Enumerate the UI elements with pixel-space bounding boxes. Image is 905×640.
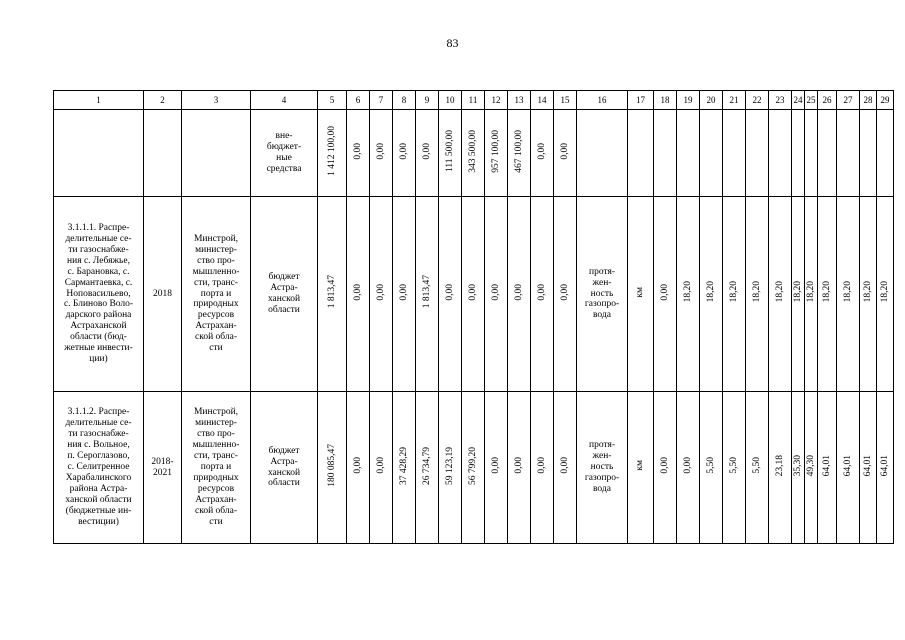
funding-amount-cell-value: 0,00	[375, 283, 386, 301]
column-number-header: 1	[54, 91, 144, 110]
funding-amount-cell	[531, 197, 554, 392]
funding-amount-cell	[416, 197, 439, 392]
column-number-header: 26	[818, 91, 837, 110]
column-number-header: 10	[439, 91, 462, 110]
indicator-value-cell	[837, 110, 860, 197]
data-table	[53, 90, 894, 544]
indicator-value-cell-value: 18,20	[842, 281, 853, 303]
period-cell: 2018	[144, 197, 182, 392]
indicator-value-cell-value: 23,18	[774, 454, 785, 477]
column-number-header: 2	[144, 91, 182, 110]
funding-amount-cell	[318, 110, 347, 197]
indicator-value-cell-value: 18,20	[751, 281, 762, 303]
indicator-value-cell-value: 18,20	[862, 281, 873, 303]
funding-amount-cell-value: 0,00	[559, 142, 570, 160]
indicator-value-cell	[805, 392, 818, 544]
funding-amount-cell-value: 56 799,20	[467, 446, 478, 485]
funding-amount-cell-value: 0,00	[536, 142, 547, 160]
unit-cell	[628, 392, 654, 544]
indicator-value-cell-value: 0,00	[659, 283, 670, 301]
indicator-value-cell	[723, 110, 746, 197]
indicator-value-cell-value: 18,20	[774, 281, 785, 303]
funding-amount-cell	[439, 392, 462, 544]
indicator-value-cell-value: 18,20	[705, 281, 716, 303]
unit-cell	[628, 110, 654, 197]
indicator-value-cell	[700, 110, 723, 197]
indicator-value-cell-value: 64,01	[842, 454, 853, 477]
indicator-value-cell	[769, 197, 792, 392]
funding-amount-cell	[508, 392, 531, 544]
column-number-header: 25	[805, 91, 818, 110]
funding-amount-cell	[318, 197, 347, 392]
indicator-value-cell-value: 64,01	[862, 454, 873, 477]
funding-source-cell: вне- бюджет- ные средства	[251, 110, 318, 197]
funding-amount-cell-value: 1 813,47	[421, 275, 432, 309]
funding-amount-cell-value: 1 813,47	[326, 275, 337, 309]
indicator-value-cell-value: 35,30	[792, 454, 803, 477]
funding-amount-cell	[531, 110, 554, 197]
funding-amount-cell-value: 467 100,00	[513, 129, 524, 173]
column-number-header: 11	[462, 91, 485, 110]
indicator-value-cell	[860, 392, 877, 544]
funding-amount-cell	[347, 110, 370, 197]
indicator-value-cell-value: 49,30	[805, 454, 816, 477]
column-number-header: 5	[318, 91, 347, 110]
indicator-value-cell	[818, 110, 837, 197]
executor-cell	[182, 110, 251, 197]
indicator-value-cell	[677, 110, 700, 197]
indicator-value-cell	[805, 110, 818, 197]
event-name-cell	[54, 110, 144, 197]
column-number-header: 3	[182, 91, 251, 110]
funding-amount-cell-value: 0,00	[536, 457, 547, 474]
indicator-value-cell	[723, 197, 746, 392]
column-number-header: 29	[877, 91, 894, 110]
unit-cell-value: км	[635, 460, 646, 471]
funding-amount-cell	[347, 392, 370, 544]
indicator-value-cell	[769, 110, 792, 197]
executor-cell: Минстрой, министер- ство про- мышленно- сти, транс- порта и природных ресурсов Астрахан- ской обла- сти	[182, 392, 251, 544]
funding-amount-cell	[462, 110, 485, 197]
table-row	[54, 197, 894, 392]
indicator-value-cell	[860, 110, 877, 197]
funding-amount-cell-value: 0,00	[490, 457, 501, 474]
funding-amount-cell	[485, 197, 508, 392]
indicator-value-cell	[746, 392, 769, 544]
funding-amount-cell-value: 0,00	[375, 142, 386, 160]
page-number: 83	[446, 36, 459, 50]
funding-amount-cell	[439, 110, 462, 197]
indicator-value-cell	[700, 197, 723, 392]
column-number-header: 12	[485, 91, 508, 110]
funding-amount-cell	[370, 110, 393, 197]
column-number-header: 14	[531, 91, 554, 110]
funding-amount-cell	[508, 110, 531, 197]
funding-amount-cell-value: 0,00	[398, 283, 409, 301]
funding-amount-cell-value: 26 734,79	[421, 446, 432, 485]
indicator-value-cell-value: 64,01	[821, 454, 832, 477]
column-number-header: 7	[370, 91, 393, 110]
funding-amount-cell	[531, 392, 554, 544]
indicator-value-cell	[677, 197, 700, 392]
funding-amount-cell-value: 0,00	[559, 283, 570, 301]
funding-source-cell: бюджет Астра- ханской области	[251, 392, 318, 544]
indicator-value-cell-value: 18,20	[792, 281, 803, 303]
indicator-value-cell	[700, 392, 723, 544]
funding-amount-cell	[347, 197, 370, 392]
indicator-value-cell-value: 18,20	[728, 281, 739, 303]
column-number-header: 8	[393, 91, 416, 110]
table-row	[54, 392, 894, 544]
funding-amount-cell	[554, 392, 577, 544]
indicator-value-cell	[805, 197, 818, 392]
indicator-value-cell	[746, 110, 769, 197]
funding-amount-cell	[439, 197, 462, 392]
funding-amount-cell	[318, 392, 347, 544]
funding-amount-cell	[393, 197, 416, 392]
funding-amount-cell-value: 59 123,19	[444, 446, 455, 485]
funding-amount-cell-value: 0,00	[352, 457, 363, 474]
funding-amount-cell-value: 0,00	[398, 142, 409, 160]
column-number-header: 24	[792, 91, 805, 110]
indicator-value-cell	[792, 110, 805, 197]
event-name-cell: 3.1.1.2. Распре- делительные се- ти газоснабже- ния с. Вольное, п. Сероглазово, с. Селитренное Харабалинского района Астра- ханской области (бюджетные ин- вестиции)	[54, 392, 144, 544]
indicator-value-cell	[654, 110, 677, 197]
indicator-value-cell-value: 18,20	[805, 281, 816, 303]
funding-amount-cell-value: 180 085,47	[326, 444, 337, 487]
funding-source-cell: бюджет Астра- ханской области	[251, 197, 318, 392]
funding-amount-cell	[370, 197, 393, 392]
indicator-name-cell: протя- жен- ность газопро- вода	[577, 197, 628, 392]
indicator-value-cell	[877, 392, 894, 544]
funding-amount-cell-value: 0,00	[375, 457, 386, 474]
funding-amount-cell-value: 0,00	[467, 283, 478, 301]
indicator-value-cell-value: 5,50	[751, 457, 762, 474]
funding-amount-cell	[554, 110, 577, 197]
funding-amount-cell-value: 0,00	[513, 283, 524, 301]
funding-amount-cell-value: 0,00	[536, 283, 547, 301]
indicator-value-cell-value: 5,50	[705, 457, 716, 474]
funding-amount-cell-value: 0,00	[559, 457, 570, 474]
indicator-value-cell-value: 0,00	[682, 457, 693, 474]
funding-amount-cell-value: 37 428,29	[398, 446, 409, 485]
period-cell	[144, 110, 182, 197]
funding-amount-cell	[485, 110, 508, 197]
funding-amount-cell	[393, 392, 416, 544]
funding-amount-cell-value: 0,00	[444, 283, 455, 301]
indicator-value-cell-value: 0,00	[659, 457, 670, 474]
indicator-value-cell	[723, 392, 746, 544]
funding-amount-cell	[462, 392, 485, 544]
table-row	[54, 110, 894, 197]
column-number-header: 27	[837, 91, 860, 110]
funding-amount-cell-value: 111 500,00	[444, 130, 455, 173]
column-number-header: 16	[577, 91, 628, 110]
funding-amount-cell-value: 0,00	[352, 283, 363, 301]
funding-amount-cell-value: 957 100,00	[490, 129, 501, 173]
funding-amount-cell-value: 343 500,00	[467, 129, 478, 173]
header-row	[54, 91, 894, 110]
funding-amount-cell	[393, 110, 416, 197]
column-number-header: 13	[508, 91, 531, 110]
column-number-header: 20	[700, 91, 723, 110]
indicator-value-cell-value: 18,20	[879, 281, 890, 303]
indicator-value-cell	[837, 197, 860, 392]
indicator-value-cell	[677, 392, 700, 544]
column-number-header: 18	[654, 91, 677, 110]
funding-amount-cell-value: 0,00	[490, 283, 501, 301]
indicator-value-cell	[792, 197, 805, 392]
funding-amount-cell	[462, 197, 485, 392]
funding-amount-cell	[508, 197, 531, 392]
column-number-header: 9	[416, 91, 439, 110]
indicator-name-cell	[577, 110, 628, 197]
funding-amount-cell	[370, 392, 393, 544]
funding-amount-cell	[416, 392, 439, 544]
funding-amount-cell-value: 0,00	[352, 142, 363, 160]
column-number-header: 19	[677, 91, 700, 110]
indicator-value-cell	[877, 110, 894, 197]
indicator-name-cell: протя- жен- ность газопро- вода	[577, 392, 628, 544]
funding-amount-cell	[416, 110, 439, 197]
indicator-value-cell	[654, 197, 677, 392]
column-number-header: 17	[628, 91, 654, 110]
funding-amount-cell-value: 1 412 100,00	[326, 126, 337, 176]
indicator-value-cell	[818, 392, 837, 544]
column-number-header: 15	[554, 91, 577, 110]
indicator-value-cell	[746, 197, 769, 392]
indicator-value-cell	[792, 392, 805, 544]
indicator-value-cell	[837, 392, 860, 544]
funding-amount-cell-value: 0,00	[421, 142, 432, 160]
column-number-header: 22	[746, 91, 769, 110]
column-number-header: 6	[347, 91, 370, 110]
indicator-value-cell	[818, 197, 837, 392]
indicator-value-cell	[877, 197, 894, 392]
funding-amount-cell-value: 0,00	[513, 457, 524, 474]
funding-amount-cell	[554, 197, 577, 392]
indicator-value-cell-value: 18,20	[682, 281, 693, 303]
indicator-value-cell	[860, 197, 877, 392]
executor-cell: Минстрой, министер- ство про- мышленно- сти, транс- порта и природных ресурсов Астрахан- ской обла- сти	[182, 197, 251, 392]
event-name-cell: 3.1.1.1. Распре- делительные се- ти газоснабже- ния с. Лебяжье, с. Барановка, с. Сармантаевка, с. Ноповасильево, с. Блиново Воло- дарского района Астраханской области (бюд- жетные инвести- ции)	[54, 197, 144, 392]
unit-cell	[628, 197, 654, 392]
period-cell: 2018- 2021	[144, 392, 182, 544]
column-number-header: 28	[860, 91, 877, 110]
indicator-value-cell-value: 18,20	[821, 281, 832, 303]
column-number-header: 21	[723, 91, 746, 110]
unit-cell-value: км	[635, 286, 646, 298]
column-number-header: 23	[769, 91, 792, 110]
funding-amount-cell	[485, 392, 508, 544]
indicator-value-cell	[769, 392, 792, 544]
column-number-header: 4	[251, 91, 318, 110]
indicator-value-cell	[654, 392, 677, 544]
indicator-value-cell-value: 5,50	[728, 457, 739, 474]
indicator-value-cell-value: 64,01	[879, 454, 890, 477]
